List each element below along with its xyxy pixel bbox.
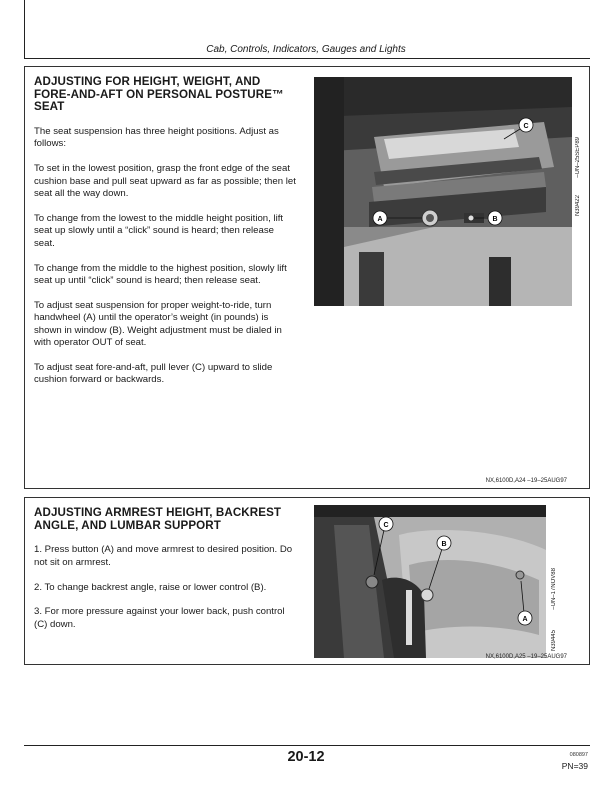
footer-rule — [24, 745, 590, 746]
paragraph: To adjust seat fore-and-aft, pull lever (C) upward to slide cushion forward or backwards. — [34, 361, 273, 386]
section-title: ADJUSTING FOR HEIGHT, WEIGHT, AND FORE-AND-AFT ON PERSONAL POSTURE™ SEAT — [34, 75, 284, 114]
paragraph: 2. To change backrest angle, raise or lower control (B). — [34, 581, 267, 593]
callout-a-marker — [373, 211, 387, 225]
section-footer-code: NX,6100D,A24 –19–25AUG97 — [485, 478, 567, 484]
callout-c-marker — [379, 517, 393, 531]
paragraph: To adjust seat suspension for proper weight-to-ride, turn handwheel (A) until the operator’s weight (in pounds) is shown in window (B). Weight adjustment must be dialed in with operator OUT of seat. — [34, 299, 282, 349]
page-header-title: Cab, Controls, Indicators, Gauges and Lights — [206, 44, 406, 55]
footer-date-code: 080897 — [569, 752, 588, 758]
callout-b: B — [492, 216, 498, 223]
header-rule — [24, 58, 590, 59]
figure-code-top: –UN–25SEP89 — [575, 137, 581, 178]
section-title: ADJUSTING ARMREST HEIGHT, BACKREST ANGLE, AND LUMBAR SUPPORT — [34, 506, 282, 532]
paragraph: To change from the lowest to the middle height position, lift seat up slowly until a “click” sound is heard; then release seat. — [34, 212, 284, 249]
seat-suspension-photo — [314, 77, 572, 306]
callout-b: B — [441, 541, 447, 548]
section-footer-code: NX,6100D,A25 –19–25AUG97 — [485, 654, 567, 660]
callout-c-marker — [519, 118, 533, 132]
paragraph: The seat suspension has three height positions. Adjust as follows: — [34, 125, 279, 150]
page-number: 20-12 — [287, 749, 325, 765]
armrest-backrest-photo — [314, 505, 546, 658]
callout-a-marker — [518, 611, 532, 625]
seat-adjustment-text — [34, 76, 296, 399]
figure-code-top: –UN–17NOV88 — [551, 568, 557, 610]
callout-b-marker — [437, 536, 451, 550]
figure-code-bottom: N39445 — [551, 630, 557, 652]
paragraph: To set in the lowest position, grasp the front edge of the seat cushion base and pull seat upward as far as possible; then let seat all the way down. — [34, 163, 296, 199]
figure-code-bottom: N39422 — [575, 195, 581, 217]
armrest-adjustment-text — [34, 507, 296, 644]
paragraph: 3. For more pressure against your lower back, push control (C) down. — [34, 606, 285, 630]
callout-a: A — [377, 216, 383, 223]
callout-b-marker — [488, 211, 502, 225]
footer-part-code: PN=39 — [561, 761, 588, 771]
seat-adjustment-section — [24, 66, 590, 489]
paragraph: To change from the middle to the highest position, slowly lift seat up until “click” sound is heard; then release seat. — [34, 262, 287, 286]
callout-c: C — [383, 522, 389, 529]
callout-c: C — [523, 123, 529, 130]
callout-a: A — [522, 616, 528, 623]
paragraph: 1. Press button (A) and move armrest to desired position. Do not sit on armrest. — [34, 544, 293, 568]
armrest-adjustment-section — [24, 497, 590, 665]
